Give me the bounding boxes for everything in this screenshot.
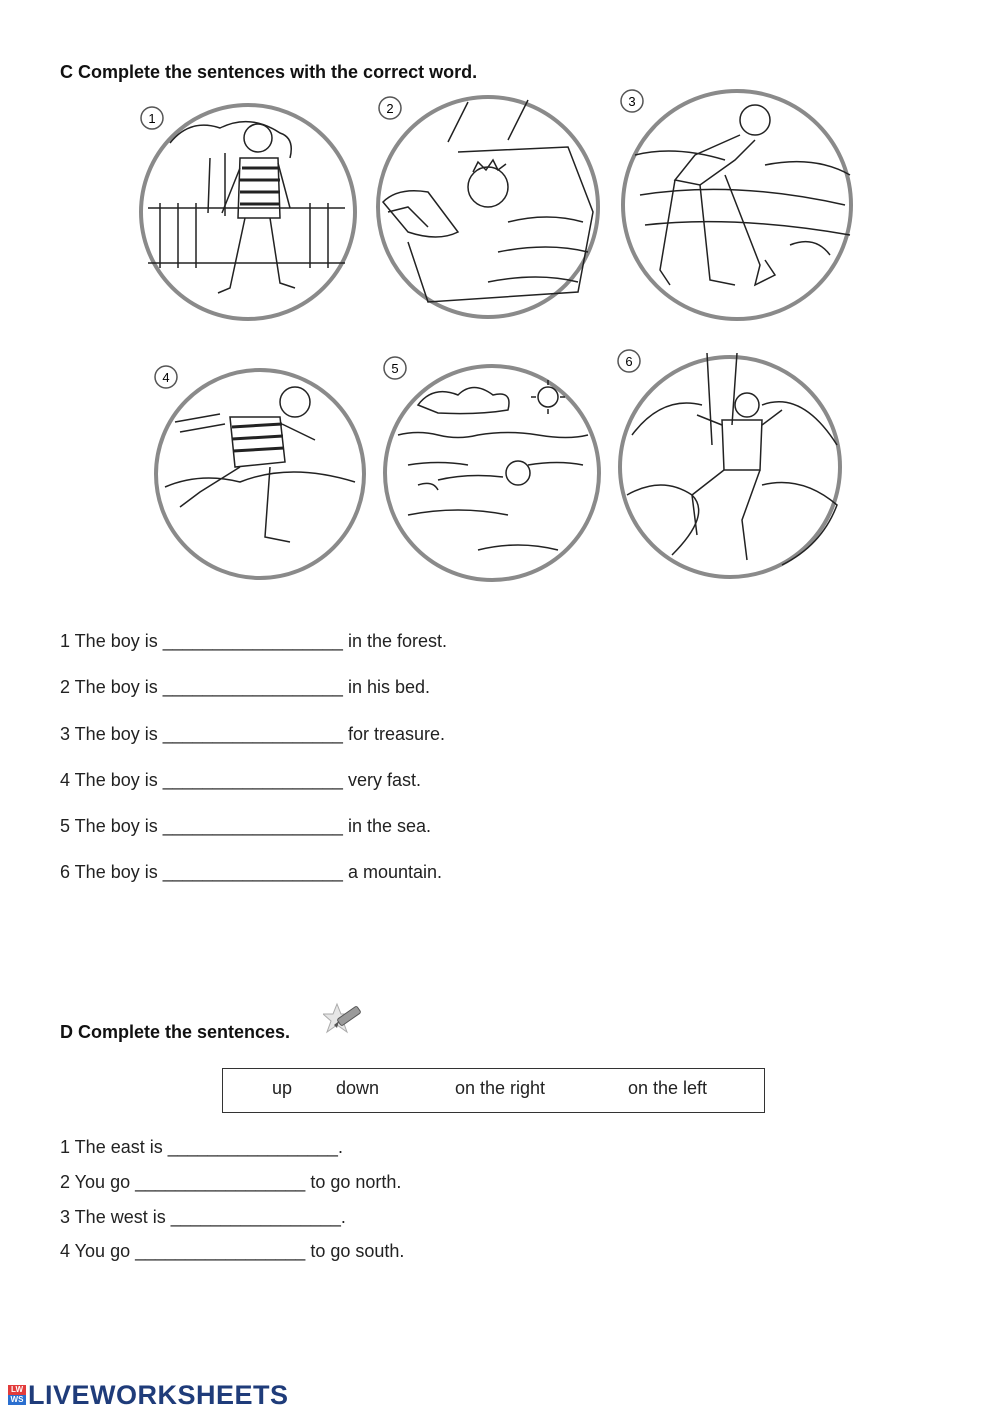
word-option: on the left: [628, 1078, 708, 1098]
logo-text: LIVEWORKSHEETS: [28, 1379, 289, 1410]
picture-6: [612, 345, 847, 585]
picture-number: 5: [391, 361, 399, 376]
picture-1: [130, 98, 360, 323]
sentence-c-2: 2 The boy is __________________ in his bed.: [60, 677, 431, 697]
picture-number: 6: [625, 354, 633, 369]
sentence-d-4: 4 You go _________________ to go south.: [60, 1241, 405, 1261]
section-c-heading: C Complete the sentences with the correct word.: [60, 62, 478, 82]
picture-5: [378, 355, 608, 585]
answer-blank[interactable]: _________________: [135, 1172, 306, 1192]
word-option: up: [272, 1078, 293, 1098]
sentence-c-3: 3 The boy is __________________ for treasure.: [60, 724, 446, 744]
picture-number: 3: [628, 94, 636, 109]
answer-blank[interactable]: __________________: [162, 770, 343, 790]
logo-mark-icon: LW WS: [8, 1385, 26, 1405]
sentence-d-3: 3 The west is _________________.: [60, 1207, 346, 1227]
liveworksheets-logo[interactable]: [8, 1378, 289, 1412]
picture-number: 1: [148, 111, 156, 126]
answer-blank[interactable]: _________________: [170, 1207, 341, 1227]
sentence-c-4: 4 The boy is __________________ very fast.: [60, 770, 421, 790]
pencil-star-icon: [323, 1002, 365, 1043]
answer-blank[interactable]: __________________: [162, 677, 343, 697]
picture-4: [150, 362, 370, 582]
answer-blank[interactable]: __________________: [162, 724, 343, 744]
section-d-heading: D Complete the sentences.: [60, 1022, 291, 1042]
picture-number: 4: [162, 370, 170, 385]
word-option: on the right: [455, 1078, 546, 1098]
picture-3: [615, 85, 860, 325]
picture-number: 2: [386, 101, 394, 116]
sentence-c-1: 1 The boy is __________________ in the forest.: [60, 631, 448, 651]
sentence-d-2: 2 You go _________________ to go north.: [60, 1172, 402, 1192]
sentence-c-6: 6 The boy is __________________ a mountain.: [60, 862, 443, 882]
answer-blank[interactable]: _________________: [167, 1137, 338, 1157]
sentence-d-1: 1 The east is _________________.: [60, 1137, 343, 1157]
word-box: [222, 1068, 765, 1113]
picture-2: [368, 92, 603, 322]
answer-blank[interactable]: _________________: [135, 1241, 306, 1261]
answer-blank[interactable]: __________________: [162, 862, 343, 882]
word-option: down: [336, 1078, 380, 1098]
answer-blank[interactable]: __________________: [162, 816, 343, 836]
sentence-c-5: 5 The boy is __________________ in the sea.: [60, 816, 432, 836]
answer-blank[interactable]: __________________: [162, 631, 343, 651]
